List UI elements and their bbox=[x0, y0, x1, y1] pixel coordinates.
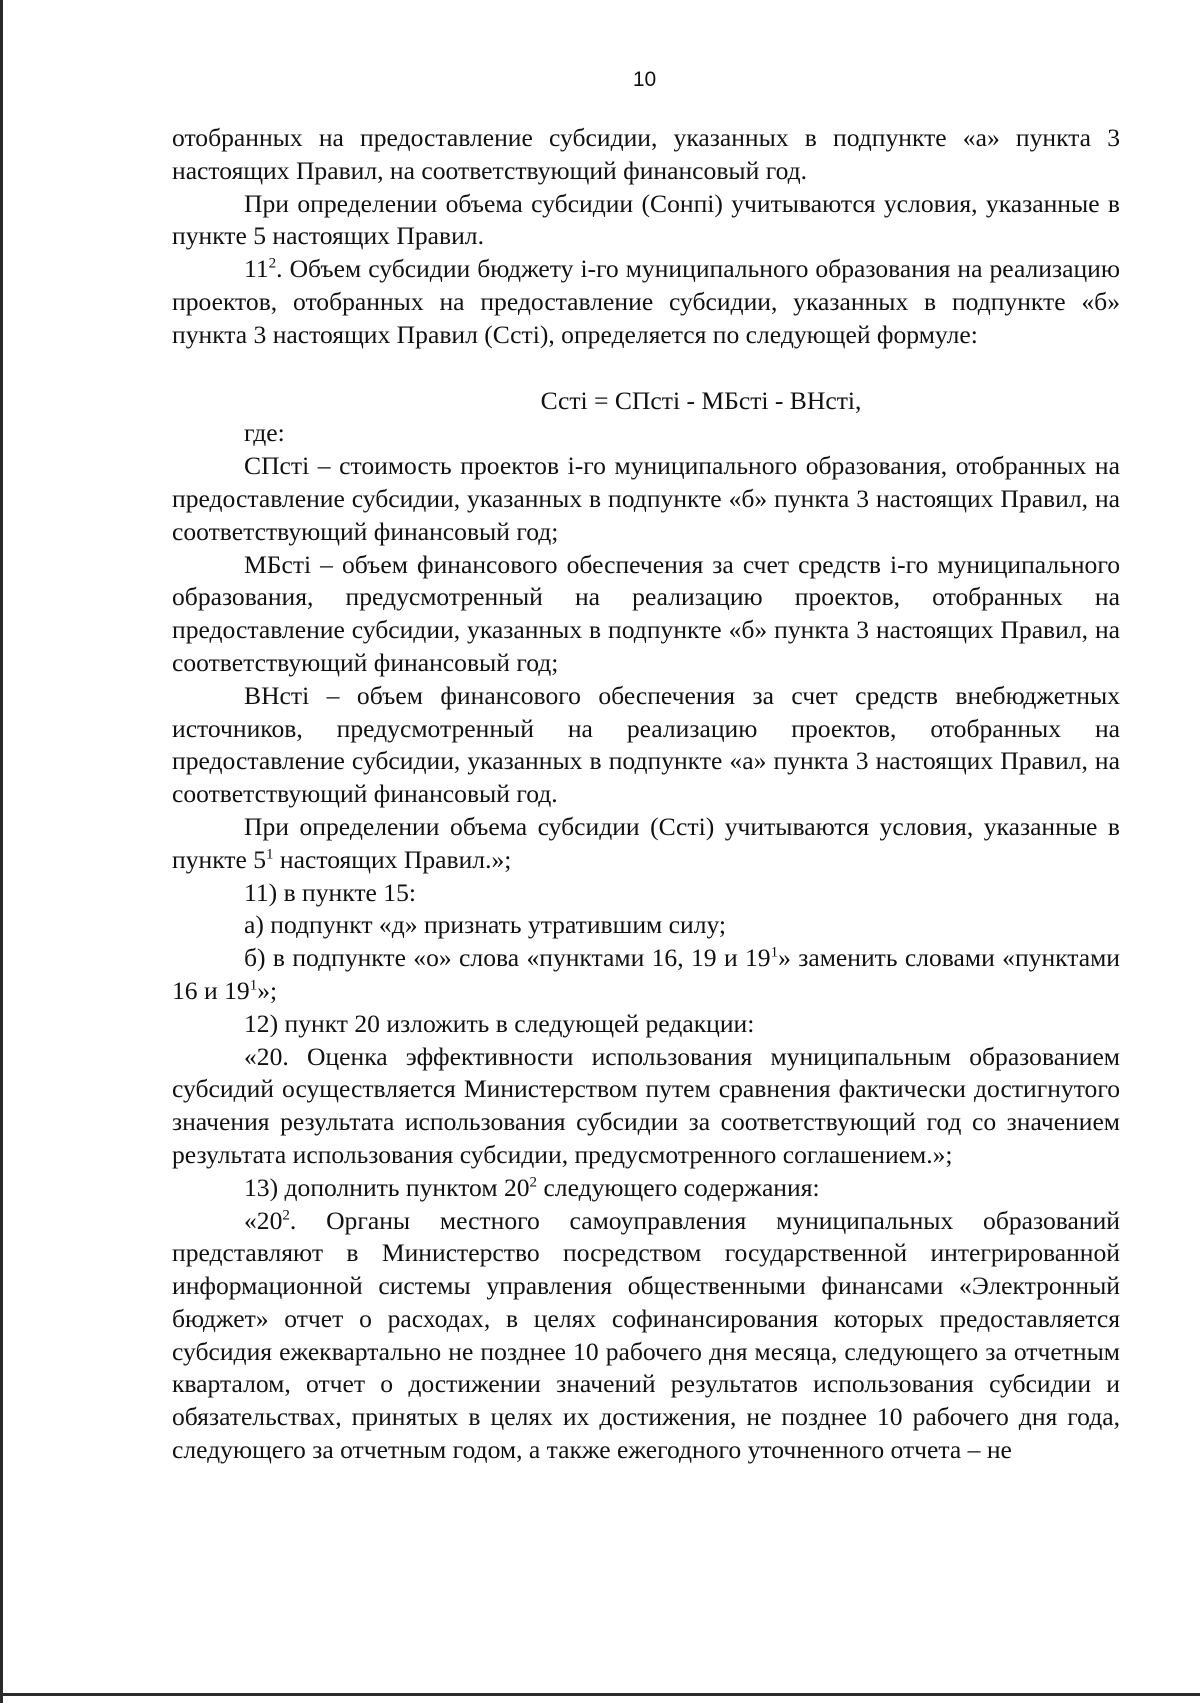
superscript: 1 bbox=[770, 944, 779, 961]
formula: Сстi = СПстi - МБстi - ВНстi, bbox=[540, 385, 862, 415]
paragraph-text: » заменить словами «пунктами 16 и 19 bbox=[172, 943, 1120, 1005]
definition-mbst: МБстi – объем финансового обеспечения за счет средств i-го муниципального образования, предусмотренный на реализацию проектов, отобранных на предоставление субсидии, указанных в подпункте «б» пункта 3 настоящих Правил, на соответствующий финансовый год; bbox=[172, 549, 1120, 677]
superscript: 2 bbox=[282, 1206, 290, 1223]
superscript: 2 bbox=[529, 1174, 538, 1191]
scan-edge-bottom bbox=[0, 1693, 1200, 1696]
item-12: 12) пункт 20 изложить в следующей редакции: bbox=[244, 1008, 755, 1038]
paragraph-text: »; bbox=[257, 975, 278, 1005]
item-13 bbox=[172, 1172, 1120, 1205]
scan-edge-left bbox=[0, 0, 3, 1703]
definition-vnst: ВНстi – объем финансового обеспечения за счет средств внебюджетных источников, предусмотренный на реализацию проектов, отобранных на предоставление субсидии, указанных в подпункте «а» пункта 3 настоящих Правил, на соответствующий финансовый год. bbox=[172, 680, 1120, 809]
definition-spst: СПстi – стоимость проектов i-го муниципального образования, отобранных на предоставление субсидии, указанных в подпункте «б» пункта 3 настоящих Правил, на соответствующий финансовый год; bbox=[172, 451, 1120, 546]
superscript: 2 bbox=[268, 255, 277, 272]
paragraph-text: «20 bbox=[244, 1205, 283, 1235]
paragraph-text: . Объем субсидии бюджету i-го муниципального образования на реализацию проектов, отобранных на предоставление субсидии, указанных в подпункте «б» пункта 3 настоящих Правил (Сстi), определяется по следующей формуле: bbox=[172, 254, 1120, 349]
document-body bbox=[172, 122, 1120, 1467]
paragraph-text: При определении объема субсидии (Сстi) учитываются условия, указанные в пункте 5 bbox=[172, 811, 1120, 874]
paragraph-text: следующего содержания: bbox=[537, 1172, 820, 1202]
paragraph-text: . Органы местного самоуправления муниципальных образований представляют в Министерство посредством государственной интегрированной информационной системы управления общественными финансами «Электронный бюджет» отчет о расходах, в целях софинансирования которых предоставляется субсидия ежеквартально не позднее 10 рабочего дня месяца, следующего за отчетным кварталом, отчет о достижении значений результатов использования субсидии и обязательствах, принятых в целях их достижения, не позднее 10 рабочего дня года, следующего за отчетным годом, а также ежегодного уточненного отчета – не bbox=[172, 1205, 1120, 1465]
paragraph-text: 13) дополнить пунктом 20 bbox=[244, 1172, 530, 1202]
paragraph-text: настоящих Правил.»; bbox=[273, 844, 512, 874]
paragraph-conditions bbox=[172, 811, 1120, 877]
page-number: 10 bbox=[632, 68, 657, 91]
paragraph-2: При определении объема субсидии (Сонпi) учитываются условия, указанные в пункте 5 настоящих Правил. bbox=[172, 188, 1120, 251]
paragraph-text: б) в подпункте «о» слова «пунктами 16, 19 и 19 bbox=[244, 943, 771, 973]
paragraph-11-2 bbox=[172, 253, 1120, 351]
superscript: 1 bbox=[266, 846, 274, 863]
superscript: 1 bbox=[249, 977, 258, 994]
paragraph-20-2 bbox=[172, 1205, 1120, 1467]
item-11-b bbox=[172, 942, 1120, 1008]
paragraph-1: отобранных на предоставление субсидии, указанных в подпункте «а» пункта 3 настоящих Правил, на соответствующий финансовый год. bbox=[172, 123, 1120, 185]
paragraph-20: «20. Оценка эффективности использования муниципальным образованием субсидий осуществляется Министерством путем сравнения фактически достигнутого значения результата использования субсидии за соответствующий год со значением результата использования субсидии, предусмотренного соглашением.»; bbox=[172, 1041, 1120, 1169]
item-11: 11) в пункте 15: bbox=[244, 877, 416, 907]
item-11-a: а) подпункт «д» признать утратившим силу; bbox=[244, 910, 727, 940]
where-label: где: bbox=[244, 418, 285, 448]
clause-number: 11 bbox=[244, 254, 269, 284]
